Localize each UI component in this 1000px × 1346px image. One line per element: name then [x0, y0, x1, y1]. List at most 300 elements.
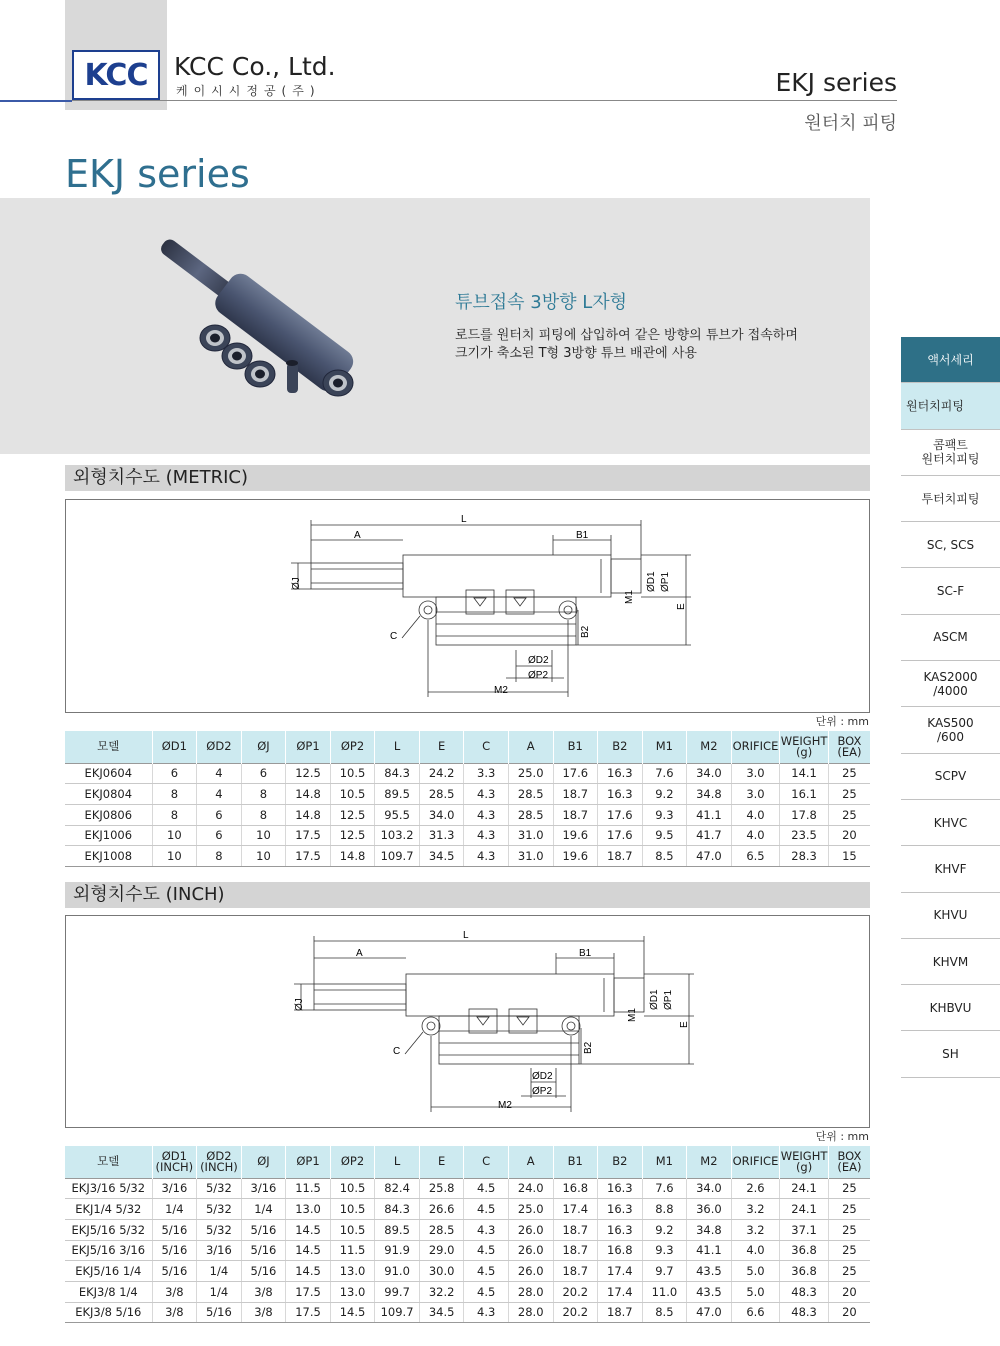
dim-P1: ØP1: [663, 989, 674, 1010]
table-cell: 36.8: [780, 1261, 829, 1282]
table-cell: 25: [828, 1178, 870, 1199]
table-cell: EKJ1/4 5/32: [65, 1199, 152, 1220]
table-cell: 8: [241, 804, 286, 825]
kcc-logo: KCC: [72, 50, 160, 100]
table-cell: 4.3: [464, 846, 509, 867]
table-row: [65, 846, 870, 867]
table-cell: EKJ1006: [65, 825, 152, 846]
table-row: [65, 1261, 870, 1282]
column-header: ØD1 (INCH): [152, 1146, 197, 1178]
table-cell: 8.5: [642, 846, 687, 867]
table-cell: 9.3: [642, 1240, 687, 1261]
table-cell: 43.5: [687, 1281, 732, 1302]
sidebar-item[interactable]: 원터치피팅: [901, 383, 1000, 429]
sidebar-item[interactable]: KAS2000 /4000: [901, 661, 1000, 707]
table-cell: 5/16: [241, 1240, 286, 1261]
table-cell: 10: [241, 846, 286, 867]
dim-C: C: [393, 1046, 401, 1057]
table-cell: 4: [197, 763, 242, 784]
table-cell: 28.3: [780, 846, 829, 867]
dim-B1: B1: [576, 530, 589, 541]
table-cell: 17.5: [286, 825, 331, 846]
table-cell: 13.0: [330, 1261, 375, 1282]
table-cell: EKJ0804: [65, 784, 152, 805]
table-cell: 34.5: [419, 1302, 464, 1323]
table-cell: 26.0: [508, 1240, 553, 1261]
table-cell: 4.5: [464, 1281, 509, 1302]
inch-section-title: 외형치수도 (INCH): [65, 882, 870, 908]
table-cell: 4.3: [464, 804, 509, 825]
dim-J: ØJ: [294, 998, 305, 1011]
table-cell: 10.5: [330, 1199, 375, 1220]
table-cell: 17.6: [598, 825, 643, 846]
sidebar-item[interactable]: KHVU: [901, 893, 1000, 939]
table-cell: 84.3: [375, 1199, 420, 1220]
table-cell: 30.0: [419, 1261, 464, 1282]
column-header: A: [508, 731, 553, 763]
table-row: [65, 1281, 870, 1302]
header-series-subtitle: 원터치 피팅: [804, 113, 897, 134]
table-cell: 4.5: [464, 1240, 509, 1261]
table-cell: 25: [828, 1219, 870, 1240]
table-cell: 19.6: [553, 846, 598, 867]
column-header: B1: [553, 1146, 598, 1178]
table-cell: 3.0: [731, 784, 780, 805]
table-cell: 18.7: [553, 1219, 598, 1240]
table-row: [65, 784, 870, 805]
table-cell: 16.3: [598, 1199, 643, 1220]
table-cell: EKJ1008: [65, 846, 152, 867]
company-korean-name: 케이시시정공(주): [176, 84, 321, 98]
dim-D2: ØD2: [532, 1071, 553, 1082]
sidebar-item[interactable]: 액서세리: [901, 337, 1000, 383]
sidebar-item[interactable]: KAS500 /600: [901, 707, 1000, 753]
table-cell: 3/8: [241, 1302, 286, 1323]
product-description: 로드를 원터치 피팅에 삽입하여 같은 방향의 튜브가 접속하며 크기가 축소된 T형 3방향 튜브 배관에 사용: [455, 328, 798, 361]
table-cell: 2.6: [731, 1178, 780, 1199]
column-header: B2: [598, 1146, 643, 1178]
table-cell: 29.0: [419, 1240, 464, 1261]
table-cell: 16.8: [598, 1240, 643, 1261]
column-header: ØP2: [330, 731, 375, 763]
column-header: M2: [687, 731, 732, 763]
metric-dimension-drawing: [65, 499, 870, 713]
table-cell: 28.0: [508, 1302, 553, 1323]
table-cell: 10: [152, 846, 197, 867]
table-cell: 25.0: [508, 763, 553, 784]
column-header: M2: [687, 1146, 732, 1178]
table-cell: 23.5: [780, 825, 829, 846]
table-cell: 32.2: [419, 1281, 464, 1302]
inch-spec-table: [65, 1146, 870, 1323]
table-cell: 8: [241, 784, 286, 805]
product-image: [0, 198, 870, 454]
table-cell: 9.7: [642, 1261, 687, 1282]
table-cell: 6: [152, 763, 197, 784]
table-cell: 28.5: [419, 1219, 464, 1240]
table-cell: 8: [152, 804, 197, 825]
table-cell: EKJ5/16 3/16: [65, 1240, 152, 1261]
dim-B1: B1: [579, 948, 592, 959]
table-cell: 5.0: [731, 1281, 780, 1302]
header-series: EKJ series: [775, 68, 897, 97]
table-cell: 3/8: [152, 1302, 197, 1323]
sidebar-item[interactable]: SC, SCS: [901, 522, 1000, 568]
table-cell: 4.0: [731, 825, 780, 846]
table-cell: 4.0: [731, 1240, 780, 1261]
table-cell: 16.3: [598, 1219, 643, 1240]
table-cell: 91.0: [375, 1261, 420, 1282]
dim-L: L: [461, 514, 467, 525]
sidebar-item[interactable]: 콤팩트 원터치피팅: [901, 430, 1000, 476]
dim-B2: B2: [583, 1041, 594, 1054]
column-header: C: [464, 731, 509, 763]
table-cell: EKJ5/16 1/4: [65, 1261, 152, 1282]
table-cell: 5/16: [197, 1302, 242, 1323]
table-cell: 28.0: [508, 1281, 553, 1302]
dim-D2: ØD2: [528, 655, 549, 666]
column-header: WEIGHT (g): [780, 1146, 829, 1178]
column-header: C: [464, 1146, 509, 1178]
table-cell: 6.6: [731, 1302, 780, 1323]
table-cell: 41.1: [687, 804, 732, 825]
inch-unit: 단위 : mm: [815, 1130, 869, 1143]
table-cell: 47.0: [687, 1302, 732, 1323]
table-cell: 20: [828, 1302, 870, 1323]
table-cell: 89.5: [375, 784, 420, 805]
table-cell: 8.8: [642, 1199, 687, 1220]
table-row: [65, 1178, 870, 1199]
table-cell: 82.4: [375, 1178, 420, 1199]
inch-table-header: [65, 1146, 870, 1178]
table-cell: 7.6: [642, 763, 687, 784]
table-cell: 31.3: [419, 825, 464, 846]
table-cell: 17.5: [286, 1302, 331, 1323]
table-cell: 34.8: [687, 1219, 732, 1240]
table-cell: 5/32: [197, 1199, 242, 1220]
sidebar-item[interactable]: KHBVU: [901, 985, 1000, 1031]
table-cell: 14.1: [780, 763, 829, 784]
table-row: [65, 763, 870, 784]
table-cell: 34.5: [419, 846, 464, 867]
table-cell: 25: [828, 804, 870, 825]
table-cell: 4.0: [731, 804, 780, 825]
table-cell: 14.5: [286, 1261, 331, 1282]
table-row: [65, 804, 870, 825]
table-cell: 6.5: [731, 846, 780, 867]
dim-M2: M2: [494, 685, 508, 696]
table-cell: 12.5: [330, 804, 375, 825]
table-cell: 84.3: [375, 763, 420, 784]
column-header: 모델: [65, 1146, 152, 1178]
dim-M1: M1: [627, 1008, 638, 1022]
table-cell: 6: [241, 763, 286, 784]
table-row: [65, 1302, 870, 1323]
table-cell: 7.6: [642, 1178, 687, 1199]
header-divider: [0, 100, 897, 101]
table-cell: 41.1: [687, 1240, 732, 1261]
table-cell: 17.4: [598, 1261, 643, 1282]
table-cell: 18.7: [553, 784, 598, 805]
table-cell: 5/16: [241, 1261, 286, 1282]
table-cell: 26.6: [419, 1199, 464, 1220]
table-cell: 16.8: [553, 1178, 598, 1199]
table-cell: 17.8: [780, 804, 829, 825]
table-cell: 14.8: [330, 846, 375, 867]
product-hero: [0, 198, 870, 454]
sidebar-item[interactable]: KHVM: [901, 939, 1000, 985]
table-cell: 48.3: [780, 1281, 829, 1302]
dim-M2: M2: [498, 1100, 512, 1111]
table-cell: 24.2: [419, 763, 464, 784]
column-header: B1: [553, 731, 598, 763]
table-cell: 36.0: [687, 1199, 732, 1220]
column-header: M1: [642, 731, 687, 763]
column-header: BOX (EA): [828, 1146, 870, 1178]
column-header: B2: [598, 731, 643, 763]
metric-spec-table: [65, 731, 870, 867]
table-cell: 14.8: [286, 804, 331, 825]
table-cell: 5/16: [241, 1219, 286, 1240]
table-cell: 3.0: [731, 763, 780, 784]
metric-section-title: 외형치수도 (METRIC): [65, 465, 870, 491]
table-cell: 1/4: [241, 1199, 286, 1220]
column-header: WEIGHT (g): [780, 731, 829, 763]
table-cell: 8: [197, 846, 242, 867]
inch-dimension-drawing: [65, 915, 870, 1128]
table-cell: 47.0: [687, 846, 732, 867]
sidebar-item[interactable]: ASCM: [901, 615, 1000, 661]
table-cell: 31.0: [508, 846, 553, 867]
sidebar-item[interactable]: KHVF: [901, 846, 1000, 892]
table-cell: 17.6: [553, 763, 598, 784]
table-cell: 4: [197, 784, 242, 805]
table-cell: 25: [828, 1199, 870, 1220]
table-cell: 28.5: [508, 784, 553, 805]
column-header: 모델: [65, 731, 152, 763]
column-header: A: [508, 1146, 553, 1178]
table-cell: 16.3: [598, 1178, 643, 1199]
metric-unit: 단위 : mm: [815, 715, 869, 728]
table-cell: 17.6: [598, 804, 643, 825]
table-cell: 18.7: [553, 1240, 598, 1261]
table-cell: 9.2: [642, 1219, 687, 1240]
table-cell: 89.5: [375, 1219, 420, 1240]
table-cell: 11.0: [642, 1281, 687, 1302]
table-row: [65, 1199, 870, 1220]
table-cell: 4.3: [464, 784, 509, 805]
table-cell: 4.3: [464, 1302, 509, 1323]
dim-D1: ØD1: [649, 989, 660, 1010]
table-cell: 15: [828, 846, 870, 867]
table-cell: 9.2: [642, 784, 687, 805]
table-cell: 25.8: [419, 1178, 464, 1199]
dim-A: A: [356, 948, 363, 959]
column-header: ØD1: [152, 731, 197, 763]
table-cell: 24.1: [780, 1199, 829, 1220]
table-cell: 3/8: [241, 1281, 286, 1302]
table-cell: 17.5: [286, 1281, 331, 1302]
table-cell: 3/16: [197, 1240, 242, 1261]
table-cell: 91.9: [375, 1240, 420, 1261]
table-cell: 18.7: [598, 1302, 643, 1323]
table-cell: 17.4: [598, 1281, 643, 1302]
column-header: E: [419, 731, 464, 763]
table-cell: 25: [828, 763, 870, 784]
table-cell: 95.5: [375, 804, 420, 825]
table-cell: 99.7: [375, 1281, 420, 1302]
table-cell: 14.5: [330, 1302, 375, 1323]
table-cell: 16.3: [598, 763, 643, 784]
column-header: ØP1: [286, 731, 331, 763]
table-cell: 11.5: [330, 1240, 375, 1261]
table-cell: 10.5: [330, 1219, 375, 1240]
column-header: L: [375, 731, 420, 763]
company-name: KCC Co., Ltd.: [174, 52, 336, 81]
table-cell: 8.5: [642, 1302, 687, 1323]
column-header: BOX (EA): [828, 731, 870, 763]
table-cell: 10.5: [330, 1178, 375, 1199]
table-cell: 3.2: [731, 1219, 780, 1240]
dim-P2: ØP2: [532, 1086, 553, 1097]
table-row: [65, 1219, 870, 1240]
table-cell: 5/32: [197, 1178, 242, 1199]
table-cell: EKJ3/8 5/16: [65, 1302, 152, 1323]
dim-P2: ØP2: [528, 670, 549, 681]
table-cell: EKJ3/16 5/32: [65, 1178, 152, 1199]
table-cell: 14.5: [286, 1240, 331, 1261]
column-header: ORIFICE: [731, 1146, 780, 1178]
table-cell: 1/4: [197, 1281, 242, 1302]
table-cell: 25: [828, 784, 870, 805]
table-cell: 20: [828, 1281, 870, 1302]
table-cell: 31.0: [508, 825, 553, 846]
table-cell: EKJ0604: [65, 763, 152, 784]
sidebar-item[interactable]: SCPV: [901, 754, 1000, 800]
table-cell: 14.8: [286, 784, 331, 805]
sidebar-item[interactable]: SC-F: [901, 568, 1000, 614]
column-header: ØP1: [286, 1146, 331, 1178]
table-cell: 13.0: [286, 1199, 331, 1220]
table-cell: 26.0: [508, 1219, 553, 1240]
table-cell: 1/4: [152, 1199, 197, 1220]
sidebar-item[interactable]: SH: [901, 1031, 1000, 1077]
table-cell: 4.3: [464, 825, 509, 846]
table-cell: 3.3: [464, 763, 509, 784]
table-row: [65, 825, 870, 846]
table-cell: EKJ5/16 5/32: [65, 1219, 152, 1240]
table-cell: 28.5: [419, 784, 464, 805]
metric-drawing-svg: [66, 500, 871, 714]
table-cell: 3.2: [731, 1199, 780, 1220]
table-cell: 18.7: [598, 846, 643, 867]
table-cell: 25: [828, 1261, 870, 1282]
dim-L: L: [463, 930, 469, 941]
dim-B2: B2: [580, 625, 591, 638]
table-cell: 34.0: [419, 804, 464, 825]
sidebar-item[interactable]: KHVC: [901, 800, 1000, 846]
column-header: ØJ: [241, 1146, 286, 1178]
column-header: ØP2: [330, 1146, 375, 1178]
sidebar-item[interactable]: 투터치피팅: [901, 476, 1000, 522]
table-cell: 34.8: [687, 784, 732, 805]
table-cell: 9.5: [642, 825, 687, 846]
table-cell: 34.0: [687, 763, 732, 784]
table-cell: 3/8: [152, 1281, 197, 1302]
column-header: L: [375, 1146, 420, 1178]
dim-P1: ØP1: [660, 571, 671, 592]
table-cell: 12.5: [330, 825, 375, 846]
table-cell: 10: [152, 825, 197, 846]
table-cell: 5/32: [197, 1219, 242, 1240]
table-cell: 5.0: [731, 1261, 780, 1282]
table-cell: 10: [241, 825, 286, 846]
header-accent-line: [0, 100, 72, 102]
table-cell: 25: [828, 1240, 870, 1261]
table-cell: 1/4: [197, 1261, 242, 1282]
dim-D1: ØD1: [646, 571, 657, 592]
table-cell: 4.3: [464, 1219, 509, 1240]
table-cell: 5/16: [152, 1219, 197, 1240]
table-cell: 8: [152, 784, 197, 805]
table-cell: 12.5: [286, 763, 331, 784]
table-cell: 10.5: [330, 763, 375, 784]
dim-C: C: [390, 631, 398, 642]
table-cell: 109.7: [375, 846, 420, 867]
table-cell: 34.0: [687, 1178, 732, 1199]
table-cell: 9.3: [642, 804, 687, 825]
page-title: EKJ series: [65, 152, 250, 196]
table-cell: 6: [197, 825, 242, 846]
dim-J: ØJ: [291, 577, 302, 590]
table-cell: 20.2: [553, 1302, 598, 1323]
inch-drawing-svg: [66, 916, 871, 1129]
table-cell: 36.8: [780, 1240, 829, 1261]
table-cell: 16.3: [598, 784, 643, 805]
table-cell: 24.1: [780, 1178, 829, 1199]
inch-table-body: [65, 1178, 870, 1323]
dim-E: E: [679, 1021, 690, 1028]
dim-M1: M1: [624, 590, 635, 604]
table-cell: 17.4: [553, 1199, 598, 1220]
table-cell: 103.2: [375, 825, 420, 846]
table-cell: 20: [828, 825, 870, 846]
dim-E: E: [676, 603, 687, 610]
table-row: [65, 1240, 870, 1261]
column-header: ØD2 (INCH): [197, 1146, 242, 1178]
column-header: M1: [642, 1146, 687, 1178]
table-cell: 24.0: [508, 1178, 553, 1199]
table-cell: EKJ3/8 1/4: [65, 1281, 152, 1302]
table-cell: 3/16: [152, 1178, 197, 1199]
dim-A: A: [354, 530, 361, 541]
table-cell: 48.3: [780, 1302, 829, 1323]
table-cell: 14.5: [286, 1219, 331, 1240]
table-cell: 18.7: [553, 804, 598, 825]
table-cell: 5/16: [152, 1240, 197, 1261]
metric-table-body: [65, 763, 870, 866]
product-heading: 튜브접속 3방향 L자형: [455, 292, 628, 313]
table-cell: 10.5: [330, 784, 375, 805]
table-cell: 43.5: [687, 1261, 732, 1282]
table-cell: 4.5: [464, 1261, 509, 1282]
column-header: ØD2: [197, 731, 242, 763]
table-cell: 6: [197, 804, 242, 825]
table-cell: 3/16: [241, 1178, 286, 1199]
table-cell: 109.7: [375, 1302, 420, 1323]
table-cell: 4.5: [464, 1199, 509, 1220]
table-cell: 19.6: [553, 825, 598, 846]
